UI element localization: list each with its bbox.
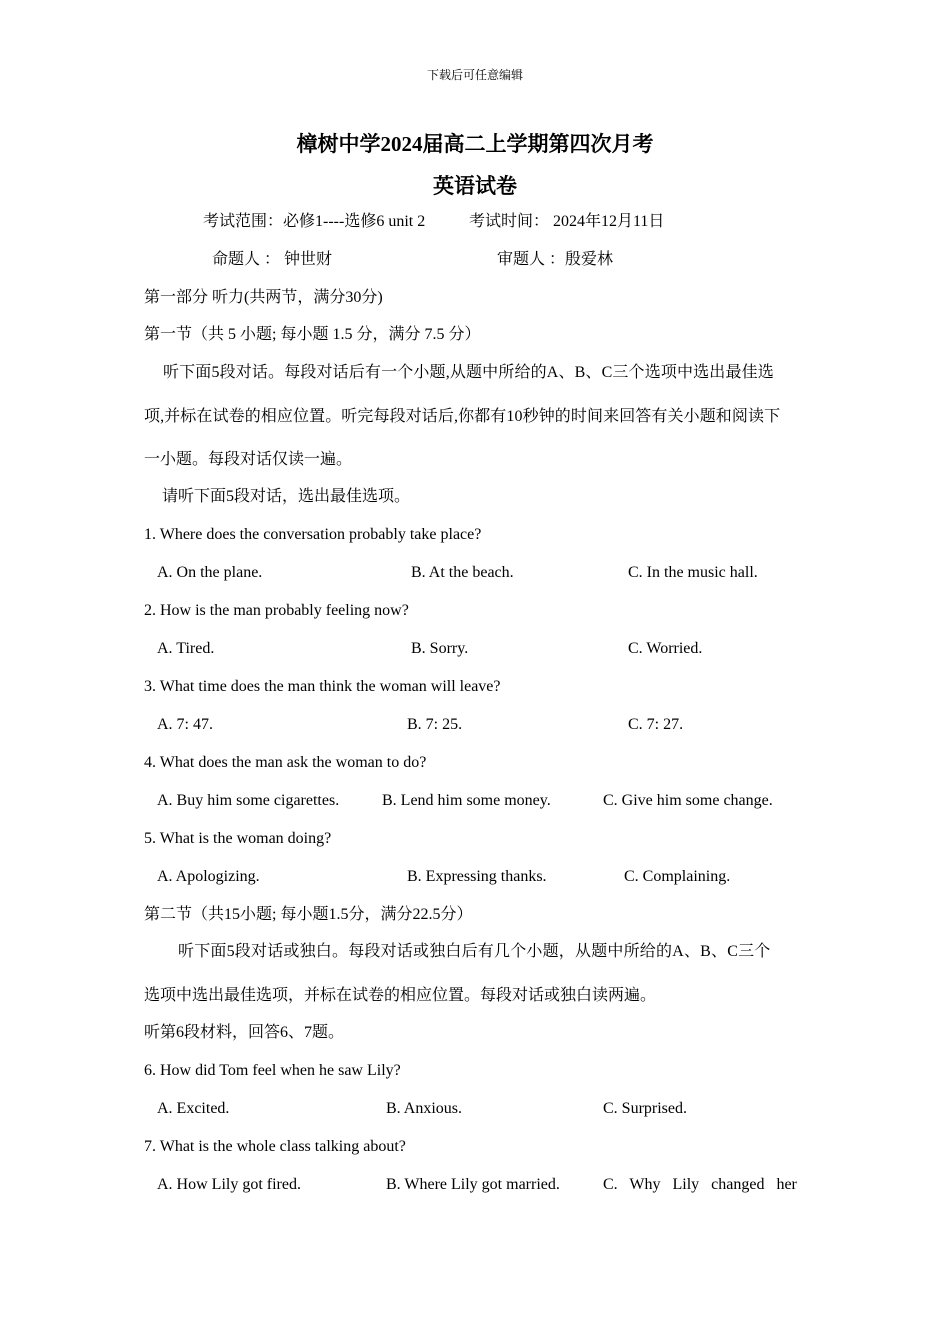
q1-option-a: A. On the plane. <box>157 564 263 581</box>
q2-option-b: B. Sorry. <box>411 640 469 657</box>
exam-title: 樟树中学2024届高二上学期第四次月考 <box>296 132 654 156</box>
exam-scope: 考试范围：必修1----选修6 unit 2 <box>203 213 426 230</box>
q3-option-c: C. 7: 27. <box>628 716 684 733</box>
section2-heading: 第二节（共15小题; 每小题1.5分，满分22.5分） <box>144 906 473 923</box>
q5-option-c: C. Complaining. <box>624 868 731 885</box>
question-6: 6. How did Tom feel when he saw Lily? <box>144 1062 401 1079</box>
exam-subtitle: 英语试卷 <box>433 174 517 198</box>
section1-heading: 第一节（共 5 小题; 每小题 1.5 分，满分 7.5 分） <box>144 326 481 343</box>
question-2: 2. How is the man probably feeling now? <box>144 602 409 619</box>
q4-option-b: B. Lend him some money. <box>382 792 551 809</box>
exam-time: 考试时间： 2024年12月11日 <box>469 213 665 230</box>
section1-instructions-line3: 一小题。每段对话仅读一遍。 <box>144 451 353 468</box>
q1-option-c: C. In the music hall. <box>628 564 758 581</box>
exam-author: 命题人 ： 钟世财 <box>212 251 333 268</box>
q6-option-c: C. Surprised. <box>603 1100 687 1117</box>
exam-reviewer: 审题人 ：殷爱林 <box>497 251 614 268</box>
q3-option-b: B. 7: 25. <box>407 716 463 733</box>
q5-option-b: B. Expressing thanks. <box>407 868 547 885</box>
header-note: 下载后可任意编辑 <box>426 68 523 82</box>
question-3: 3. What time does the man think the woman will leave? <box>144 678 501 695</box>
q2-option-a: A. Tired. <box>157 640 215 657</box>
section1-instructions-line1: 听下面5段对话。每段对话后有一个小题,从题中所给的A、B、C三个选项中选出最佳选 <box>163 364 774 381</box>
section1-prompt: 请听下面5段对话，选出最佳选项。 <box>162 488 411 505</box>
part1-heading: 第一部分 听力(共两节，满分30分) <box>144 289 383 306</box>
material-6-label: 听第6段材料，回答6、7题。 <box>144 1024 345 1041</box>
q7-option-c: C. Why Lily changed her <box>603 1176 797 1193</box>
q6-option-b: B. Anxious. <box>386 1100 463 1117</box>
q4-option-c: C. Give him some change. <box>603 792 773 809</box>
q6-option-a: A. Excited. <box>157 1100 230 1117</box>
q5-option-a: A. Apologizing. <box>157 868 260 885</box>
section2-instructions-line1: 听下面5段对话或独白。每段对话或独白后有几个小题，从题中所给的A、B、C三个 <box>178 943 771 960</box>
question-1: 1. Where does the conversation probably take place? <box>144 526 482 543</box>
question-5: 5. What is the woman doing? <box>144 830 332 847</box>
q2-option-c: C. Worried. <box>628 640 703 657</box>
question-7: 7. What is the whole class talking about? <box>144 1138 406 1155</box>
q7-option-a: A. How Lily got fired. <box>157 1176 301 1193</box>
q7-option-b: B. Where Lily got married. <box>386 1176 560 1193</box>
q3-option-a: A. 7: 47. <box>157 716 213 733</box>
section1-instructions-line2: 项,并标在试卷的相应位置。听完每段对话后,你都有10秒钟的时间来回答有关小题和阅读下 <box>144 408 781 425</box>
question-4: 4. What does the man ask the woman to do? <box>144 754 427 771</box>
q4-option-a: A. Buy him some cigarettes. <box>157 792 340 809</box>
q1-option-b: B. At the beach. <box>411 564 514 581</box>
section2-instructions-line2: 选项中选出最佳选项，并标在试卷的相应位置。每段对话或独白读两遍。 <box>144 987 657 1004</box>
